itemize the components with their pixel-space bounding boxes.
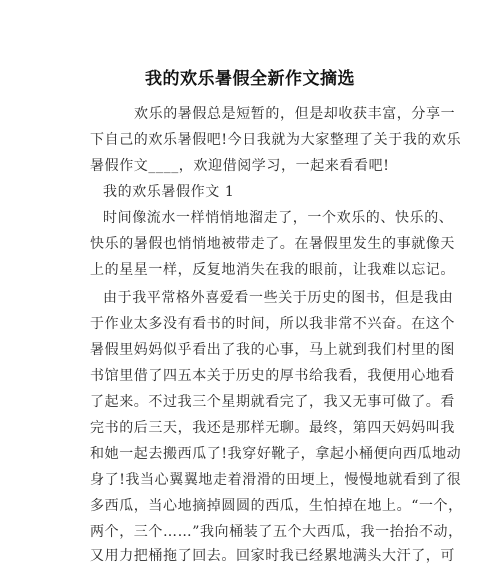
intro-line: 暑假作文____，欢迎借阅学习，一起来看看吧! [90, 158, 390, 174]
paragraph-line: 身了!我当心翼翼地走着滑滑的田埂上，慢慢地就看到了很 [90, 472, 462, 488]
paragraph-line: 多西瓜，当心地摘掉圆圆的西瓜，生怕掉在地上。“一个， [90, 498, 463, 514]
paragraph-line: 暑假里妈妈似乎看出了我的心事，马上就到我们村里的图 [90, 342, 455, 358]
paragraph-line: 时间像流水一样悄悄地溜走了，一个欢乐的、快乐的、 [103, 210, 454, 226]
paragraph-line: 由于我平常格外喜爱看一些关于历史的图书，但是我由 [103, 290, 454, 306]
document-title: 我的欢乐暑假全新作文摘选 [145, 69, 355, 89]
paragraph-line: 书馆里借了四五本关于历史的厚书给我看，我便用心地看 [90, 368, 455, 384]
paragraph-line: 于作业太多没有看书的时间，所以我非常不兴奋。在这个 [90, 316, 455, 332]
paragraph-line: 了起来。不过我三个星期就看完了，我又无事可做了。看 [90, 394, 455, 410]
paragraph-line: 和她一起去搬西瓜了!我穿好靴子，拿起小桶便向西瓜地动 [90, 446, 462, 462]
paragraph-line: 快乐的暑假也悄悄地被带走了。在暑假里发生的事就像天 [90, 236, 455, 252]
paragraph-line: 上的星星一样，反复地消失在我的眼前，让我难以忘记。 [90, 262, 455, 278]
paragraph-line: 两个，三个……”我向桶装了五个大西瓜，我一抬抬不动， [90, 524, 463, 540]
section-heading: 我的欢乐暑假作文 1 [103, 184, 235, 200]
intro-line: 欢乐的暑假总是短暂的，但是却收获丰富，分享一 [134, 106, 456, 122]
paragraph-line: 完书的后三天，我还是那样无聊。最终，第四天妈妈叫我 [90, 420, 455, 436]
paragraph-line: 又用力把桶拖了回去。回家时我已经累地满头大汗了，可 [90, 548, 455, 564]
intro-line: 下自己的欢乐暑假吧!今日我就为大家整理了关于我的欢乐 [90, 132, 462, 148]
